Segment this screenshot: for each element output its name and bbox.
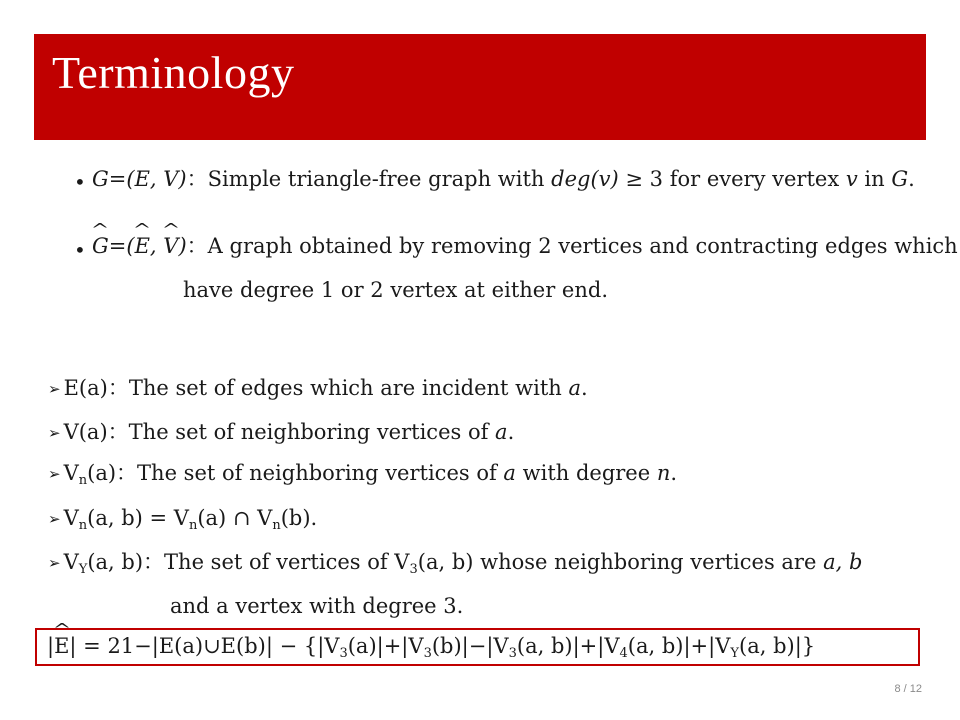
bullet-reduced-graph-continuation: have degree 1 or 2 vertex at either end. [183,278,608,302]
page-number: 8 / 12 [894,683,922,695]
def-y-vertex-set-continuation: and a vertex with degree 3. [170,594,464,618]
bullet-graph-definition: G=(E, V)：Simple triangle-free graph with deg(v) ≥ 3 for every vertex v in G. [92,167,915,191]
arrow-bullet-icon: ➢ [48,510,61,528]
reduced-graph-symbol: ^ G=(^ E, ^ V) [92,234,187,258]
edge-count-formula: |^ E| = 21−|E(a)∪E(b)| − {$|V_3(a)|+|V_3(b)|-|V_3(a$, $b)|+|V_4(a$, $b)|+|V_Y(a$, b)|} [47,634,815,658]
def-neighbor-set: ➢ V(a)：The set of neighboring vertices of a. [48,420,515,444]
bullet-dot: • [74,238,86,262]
arrow-bullet-icon: ➢ [48,554,61,572]
def-degree-neighbor-set: ➢ $V_n(a)$：The set of neighboring vertices of a with degree n. [48,461,678,488]
arrow-bullet-icon: ➢ [48,465,61,483]
def-y-vertex-set: ➢ $V_Y(a$, b)：The set of vertices of $V_3(a$, b) whose neighboring vertices are a, b [48,550,863,577]
bullet-reduced-graph-definition: ^ G=(^ E, ^ V)：A graph obtained by removing 2 vertices and contracting edges which [92,234,958,259]
slide-title: Terminology [52,47,295,98]
graph-symbol: G=(E, V) [92,167,187,191]
arrow-bullet-icon: ➢ [48,380,61,398]
def-common-neighbor-set: ➢ $V_n(a$, $b) = V_n(a)$ ∩ $V_n(b)$. [48,506,318,533]
arrow-bullet-icon: ➢ [48,424,61,442]
def-edge-set: ➢ E(a)：The set of edges which are incident with a. [48,376,588,400]
bullet-dot: • [74,170,86,194]
reduced-edge-symbol: ^ E [54,634,69,658]
